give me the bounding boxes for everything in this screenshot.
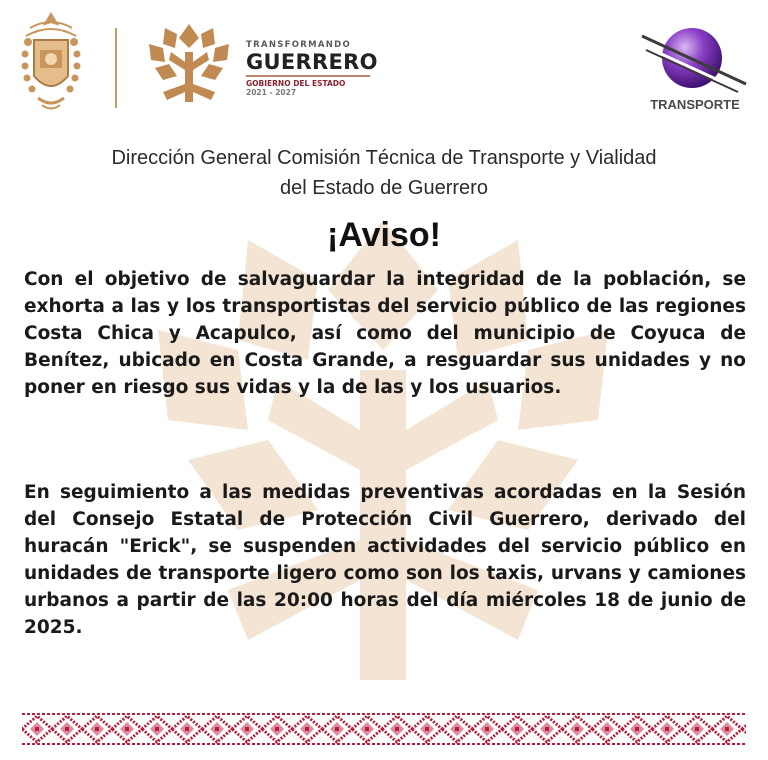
- organization-line-2: del Estado de Guerrero: [280, 177, 488, 199]
- brand-years: 2021 - 2027: [246, 88, 297, 97]
- state-crest-icon: [20, 10, 82, 114]
- brand-block: [246, 40, 386, 98]
- tree-logo-icon: [143, 22, 235, 106]
- brand-rule: [246, 75, 370, 77]
- notice-paragraph-2: En seguimiento a las medidas preventivas acordadas en la Sesión del Consejo Estatal de Protección Civil Guerrero, derivado del huracán "Erick", se suspenden actividades del servicio público en unidades de transporte ligero como son los taxis, urvans y camiones urbanos a partir de las 20:00 horas del día miércoles 18 de junio de 2025.: [24, 482, 746, 638]
- logo-divider: [115, 28, 117, 108]
- brand-tagline: TRANSFORMANDO: [246, 40, 352, 50]
- page-header: [0, 0, 768, 130]
- transport-label: TRANSPORTE: [650, 97, 740, 112]
- brand-subtitle: GOBIERNO DEL ESTADO: [246, 79, 346, 88]
- embroidery-pattern-icon: [22, 712, 746, 746]
- organization-line-1: Dirección General Comisión Técnica de Transporte y Vialidad: [111, 147, 657, 169]
- organization-name: [0, 143, 768, 203]
- brand-name: GUERRERO: [246, 50, 378, 74]
- notice-paragraph-1: Con el objetivo de salvaguardar la integridad de la población, se exhorta a las y los transportistas del servicio público de las regiones Costa Chica y Acapulco, así como del municipio de Coyuca de Benítez, ubicado en Costa Grande, a resguardar sus unidades y no poner en riesgo sus vidas y la de las y los usuarios.: [24, 269, 746, 398]
- notice-title: ¡Aviso!: [327, 216, 441, 254]
